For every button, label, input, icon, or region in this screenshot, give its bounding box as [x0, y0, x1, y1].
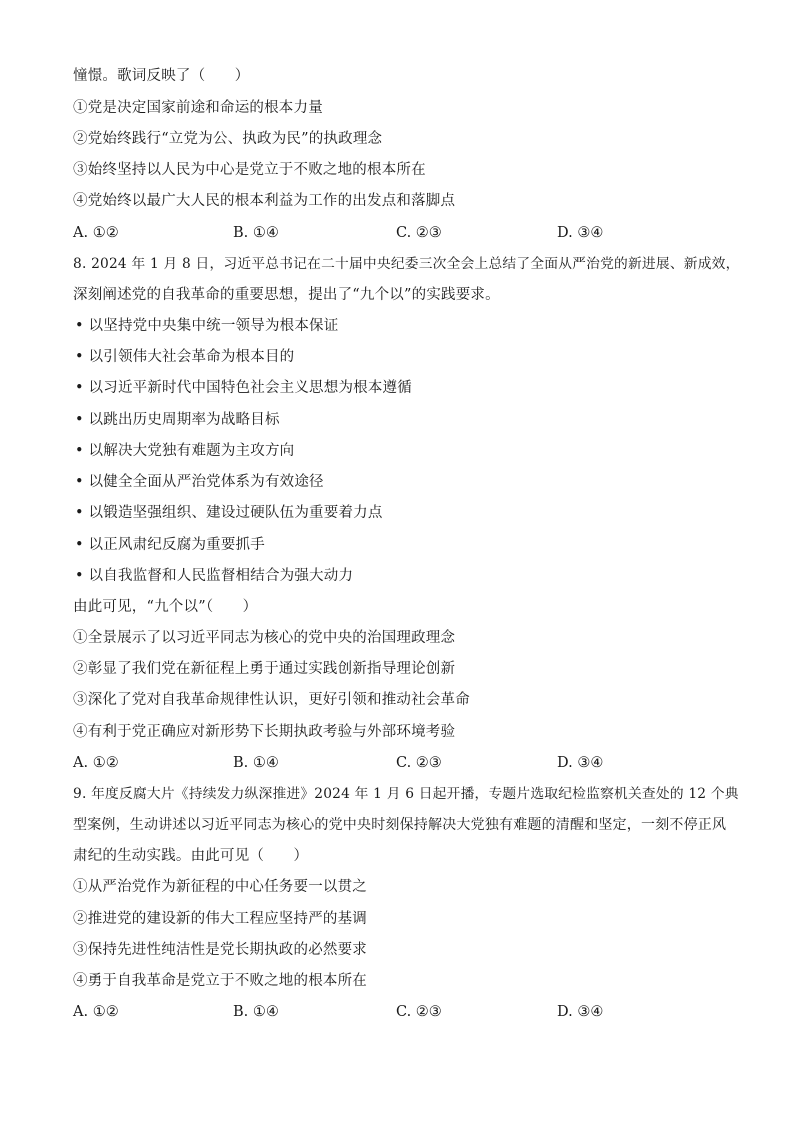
q7-statement-3: ③始终坚持以人民为中心是党立于不败之地的根本所在 — [73, 162, 426, 178]
q7-option-c: C. ②③ — [396, 225, 442, 241]
q9-statement-3: ③保持先进性纯洁性是党长期执政的必然要求 — [73, 942, 367, 958]
q8-bullet-7: • 以锻造坚强组织、建设过硬队伍为重要着力点 — [75, 505, 383, 521]
q8-statement-4: ④有利于党正确应对新形势下长期执政考验与外部环境考验 — [73, 724, 456, 740]
q8-bullet-6: • 以健全全面从严治党体系为有效途径 — [75, 474, 324, 490]
q7-option-b: B. ①④ — [233, 225, 279, 241]
q9-statement-2: ②推进党的建设新的伟大工程应坚持严的基调 — [73, 911, 367, 927]
q9-statement-1: ①从严治党作为新征程的中心任务要一以贯之 — [73, 879, 367, 895]
q8-bullet-1: • 以坚持党中央集中统一领导为根本保证 — [75, 318, 339, 334]
q8-option-a: A. ①② — [73, 755, 119, 771]
q9-option-c: C. ②③ — [396, 1004, 442, 1020]
q8-option-b: B. ①④ — [233, 755, 279, 771]
q9-option-d: D. ③④ — [557, 1004, 604, 1020]
q7-option-a: A. ①② — [73, 225, 119, 241]
q8-stem-line-2: 深刻阐述党的自我革命的重要思想，提出了“九个以”的实践要求。 — [73, 287, 500, 303]
q7-stem-tail: 憧憬。歌词反映了（ ） — [73, 68, 250, 84]
q9-option-b: B. ①④ — [233, 1004, 279, 1020]
q9-statement-4: ④勇于自我革命是党立于不败之地的根本所在 — [73, 973, 367, 989]
q8-option-c: C. ②③ — [396, 755, 442, 771]
q8-option-d: D. ③④ — [557, 755, 604, 771]
q8-statement-1: ①全景展示了以习近平同志为核心的党中央的治国理政理念 — [73, 630, 456, 646]
q8-statement-2: ②彰显了我们党在新征程上勇于通过实践创新指导理论创新 — [73, 661, 456, 677]
q8-bullet-4: • 以跳出历史周期率为战略目标 — [75, 412, 280, 428]
q8-bullet-8: • 以正风肃纪反腐为重要抓手 — [75, 537, 265, 553]
q9-stem-line-1: 9. 年度反腐大片《持续发力纵深推进》2024 年 1 月 6 日起开播，专题片选取纪检监察机关查处的 12 个典 — [73, 786, 739, 802]
q9-option-a: A. ①② — [73, 1004, 119, 1020]
q9-stem-line-2: 型案例，生动讲述以习近平同志为核心的党中央时刻保持解决大党独有难题的清醒和坚定，一刻不停正风 — [73, 817, 727, 833]
q7-option-d: D. ③④ — [557, 225, 604, 241]
q9-stem-line-3: 肃纪的生动实践。由此可见（ ） — [73, 848, 309, 864]
q8-question: 由此可见，“九个以”（ ） — [73, 599, 258, 615]
q8-bullet-9: • 以自我监督和人民监督相结合为强大动力 — [75, 568, 354, 584]
q7-statement-1: ①党是决定国家前途和命运的根本力量 — [73, 100, 323, 116]
q8-bullet-2: • 以引领伟大社会革命为根本目的 — [75, 349, 295, 365]
q7-statement-2: ②党始终践行“立党为公、执政为民”的执政理念 — [73, 131, 383, 147]
q7-statement-4: ④党始终以最广大人民的根本利益为工作的出发点和落脚点 — [73, 193, 456, 209]
q8-bullet-3: • 以习近平新时代中国特色社会主义思想为根本遵循 — [75, 380, 412, 396]
q8-statement-3: ③深化了党对自我革命规律性认识，更好引领和推动社会革命 — [73, 692, 470, 708]
q8-stem-line-1: 8. 2024 年 1 月 8 日，习近平总书记在二十届中央纪委三次全会上总结了全面从严治党的新进展、新成效， — [73, 256, 740, 272]
q8-bullet-5: • 以解决大党独有难题为主攻方向 — [75, 443, 295, 459]
